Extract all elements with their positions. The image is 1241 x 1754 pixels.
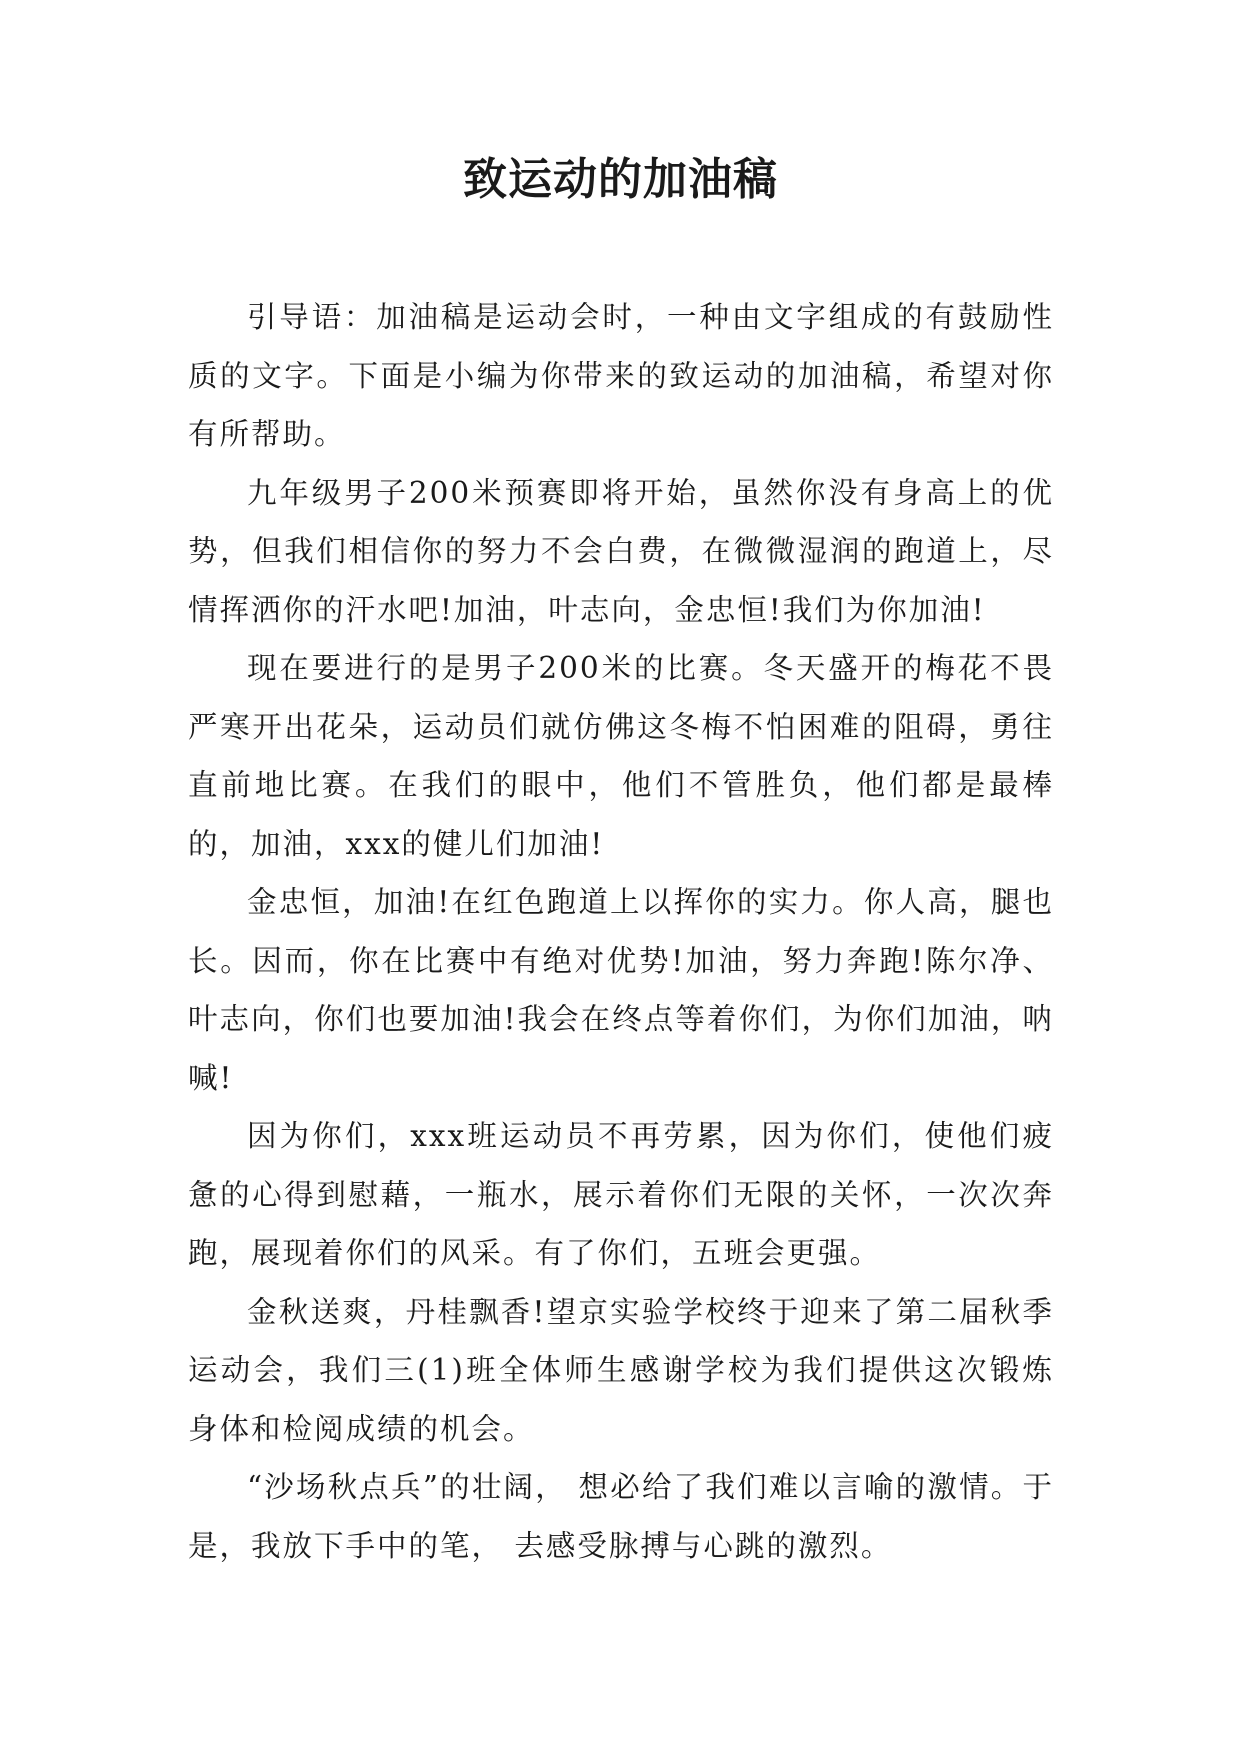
paragraph-200m-prelim: 九年级男子200米预赛即将开始，虽然你没有身高上的优势，但我们相信你的努力不会白费，在微微湿润的跑道上，尽情挥洒你的汗水吧!加油，叶志向，金忠恒!我们为你加油! (188, 475, 1054, 627)
paragraph-200m-race: 现在要进行的是男子200米的比赛。冬天盛开的梅花不畏严寒开出花朵，运动员们就仿佛这冬梅不怕困难的阻碍，勇往直前地比赛。在我们的眼中，他们不管胜负，他们都是最棒的，加油，xxx的健儿们加油! (188, 651, 1054, 861)
paragraph-because-of-you: 因为你们，xxx班运动员不再劳累，因为你们，使他们疲惫的心得到慰藉，一瓶水，展示着你们无限的关怀，一次次奔跑，展现着你们的风采。有了你们，五班会更强。 (188, 1119, 1054, 1270)
paragraph-autumn-games: 金秋送爽，丹桂飘香!望京实验学校终于迎来了第二届秋季运动会，我们三(1)班全体师生感谢学校为我们提供这次锻炼身体和检阅成绩的机会。 (188, 1294, 1054, 1446)
document-title: 致运动的加油稿 (463, 154, 778, 205)
document-body (188, 288, 1054, 1575)
paragraph-cheer-runners: 金忠恒，加油!在红色跑道上以挥你的实力。你人高，腿也长。因而，你在比赛中有绝对优势!加油，努力奔跑!陈尔净、叶志向，你们也要加油!我会在终点等着你们，为你们加油，呐喊! (188, 885, 1054, 1095)
paragraph-battlefield: “沙场秋点兵”的壮阔， 想必给了我们难以言喻的激情。于是，我放下手中的笔， 去感受脉搏与心跳的激烈。 (188, 1470, 1054, 1563)
paragraph-intro: 引导语：加油稿是运动会时，一种由文字组成的有鼓励性质的文字。下面是小编为你带来的致运动的加油稿，希望对你有所帮助。 (188, 300, 1054, 451)
